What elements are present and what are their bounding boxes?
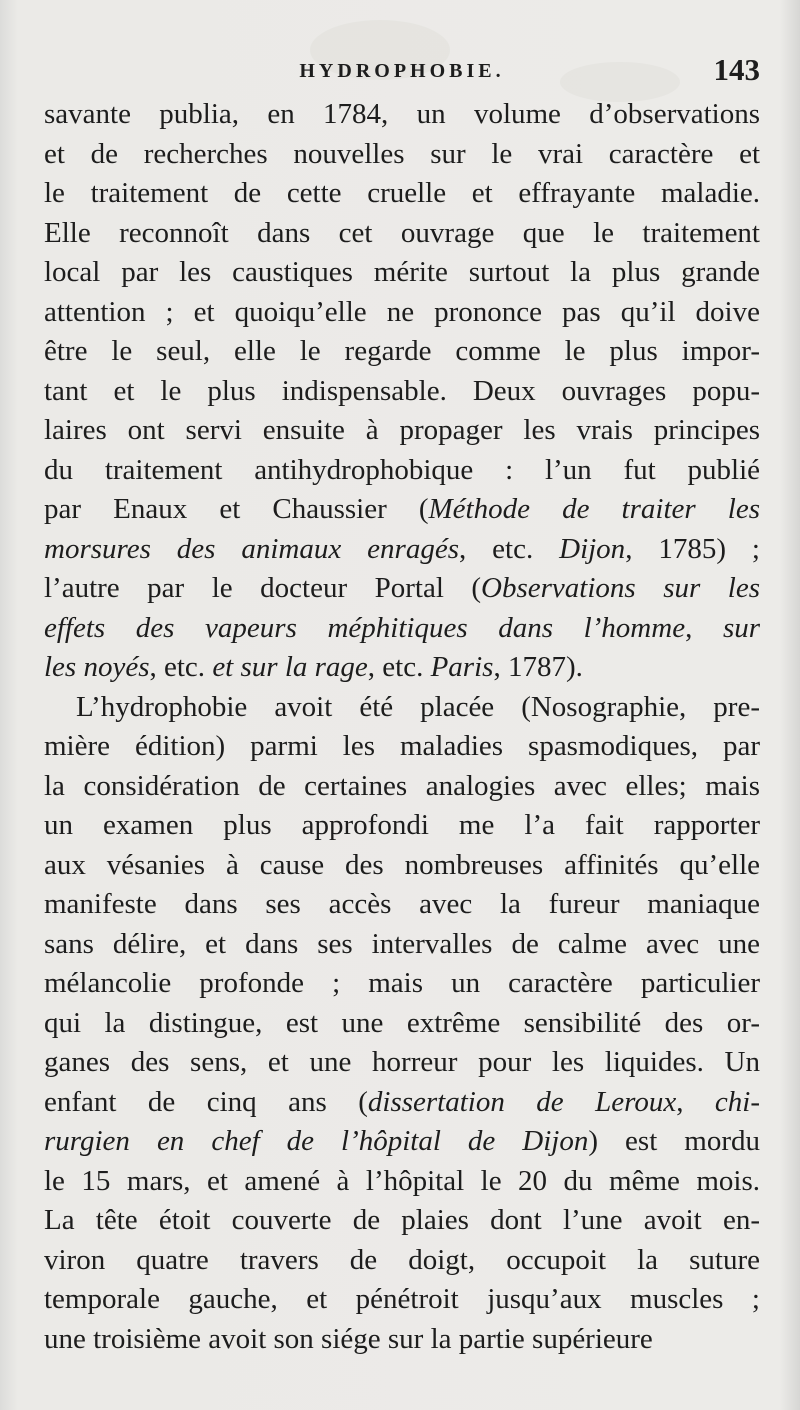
- italic-text: Méthode de traiter les: [428, 493, 760, 525]
- text-segment: laires ont servi ensuite à propager les vrais principes: [44, 414, 760, 446]
- text-segment: ,: [676, 1085, 715, 1118]
- text-segment: tant et le plus indispensable. Deux ouvrages popu-: [44, 374, 760, 407]
- text-segment: par Enaux et Chaussier (: [44, 493, 429, 525]
- text-segment: attention ; et quoiqu’elle ne prononce pas qu’il doive: [44, 295, 760, 328]
- text-line: [44, 648, 760, 688]
- text-line: [44, 727, 760, 767]
- text-segment: ) est mordu: [588, 1125, 760, 1157]
- body-text: [44, 95, 760, 1359]
- text-line: [44, 688, 760, 728]
- italic-text: effets des vapeurs méphitiques dans l’homme: [44, 611, 686, 644]
- text-segment: mière édition) parmi les maladies spasmodiques, par: [44, 730, 760, 762]
- text-line: [44, 214, 760, 254]
- italic-text: et sur la rage: [212, 651, 368, 683]
- text-segment: enfant de cinq ans (: [44, 1085, 368, 1118]
- text-segment: sans délire, et dans ses intervalles de calme avec une: [44, 927, 760, 960]
- italic-text: chi-: [714, 1085, 760, 1118]
- italic-text: Dijon: [559, 532, 626, 565]
- italic-text: morsures des animaux enragés: [44, 532, 459, 565]
- italic-text: dissertation de Leroux: [367, 1085, 677, 1118]
- text-line: [44, 1201, 760, 1241]
- text-line: [44, 1122, 760, 1162]
- text-line: [44, 569, 760, 609]
- text-segment: L’hydrophobie avoit été placée (Nosographie, pre-: [76, 690, 760, 723]
- text-line: [44, 609, 760, 649]
- text-segment: local par les caustiques mérite surtout la plus grande: [44, 256, 760, 288]
- text-segment: , etc.: [458, 532, 560, 565]
- text-segment: ganes des sens, et une horreur pour les liquides. Un: [44, 1046, 760, 1078]
- text-line: [44, 1083, 760, 1123]
- text-line: [44, 95, 760, 135]
- text-segment: savante publia, en 1784, un volume d’observations: [44, 98, 760, 130]
- text-line: [44, 1043, 760, 1083]
- italic-text: sur: [722, 611, 760, 644]
- text-segment: la considération de certaines analogies avec elles; mais: [44, 769, 760, 802]
- text-segment: ,: [685, 611, 723, 644]
- text-segment: le 15 mars, et amené à l’hôpital le 20 du même mois.: [44, 1164, 760, 1197]
- italic-text: rurgien en chef de l’hôpital de Dijon: [44, 1125, 589, 1157]
- italic-text: les noyés: [44, 651, 150, 683]
- text-line: [44, 1241, 760, 1281]
- text-segment: , 1787).: [493, 651, 583, 683]
- text-line: [44, 411, 760, 451]
- text-segment: viron quatre travers de doigt, occupoit la suture: [44, 1243, 760, 1276]
- text-segment: et de recherches nouvelles sur le vrai caractère et: [44, 137, 760, 170]
- text-line: [44, 135, 760, 175]
- text-line: [44, 925, 760, 965]
- text-line: [44, 253, 760, 293]
- text-line: [44, 490, 760, 530]
- text-line: [44, 806, 760, 846]
- text-segment: le traitement de cette cruelle et effrayante maladie.: [44, 177, 760, 209]
- text-segment: un examen plus approfondi me l’a fait rapporter: [44, 809, 760, 841]
- page-number: 143: [713, 52, 760, 87]
- text-line: [44, 174, 760, 214]
- text-line: [44, 1004, 760, 1044]
- text-segment: aux vésanies à cause des nombreuses affinités qu’elle: [44, 848, 760, 881]
- text-line: [44, 1162, 760, 1202]
- text-segment: du traitement antihydrophobique : l’un fut publié: [44, 453, 760, 486]
- text-segment: temporale gauche, et pénétroit jusqu’aux muscles ;: [44, 1283, 760, 1315]
- text-line: [44, 846, 760, 886]
- text-line: [44, 451, 760, 491]
- text-line: [44, 767, 760, 807]
- italic-text: Observations sur les: [481, 572, 760, 604]
- page-header: [44, 52, 760, 92]
- text-segment: Elle reconnoît dans cet ouvrage que le traitement: [44, 216, 760, 249]
- text-line: [44, 332, 760, 372]
- text-segment: manifeste dans ses accès avec la fureur maniaque: [44, 888, 760, 920]
- text-line: [44, 1280, 760, 1320]
- text-line: [44, 530, 760, 570]
- text-segment: qui la distingue, est une extrême sensibilité des or-: [44, 1006, 760, 1039]
- text-segment: , etc.: [149, 651, 213, 683]
- text-line: [44, 964, 760, 1004]
- text-segment: , 1785) ;: [625, 532, 760, 565]
- text-segment: être le seul, elle le regarde comme le plus impor-: [44, 335, 760, 367]
- text-segment: l’autre par le docteur Portal (: [44, 572, 482, 604]
- italic-text: Paris: [430, 651, 494, 683]
- text-segment: mélancolie profonde ; mais un caractère particulier: [44, 967, 760, 999]
- running-title: HYDROPHOBIE.: [299, 60, 505, 82]
- text-line: [44, 1320, 760, 1360]
- text-line: [44, 293, 760, 333]
- text-segment: La tête étoit couverte de plaies dont l’une avoit en-: [44, 1204, 760, 1236]
- text-segment: , etc.: [367, 651, 431, 683]
- text-segment: une troisième avoit son siége sur la partie supérieure: [44, 1322, 653, 1355]
- text-line: [44, 372, 760, 412]
- text-line: [44, 885, 760, 925]
